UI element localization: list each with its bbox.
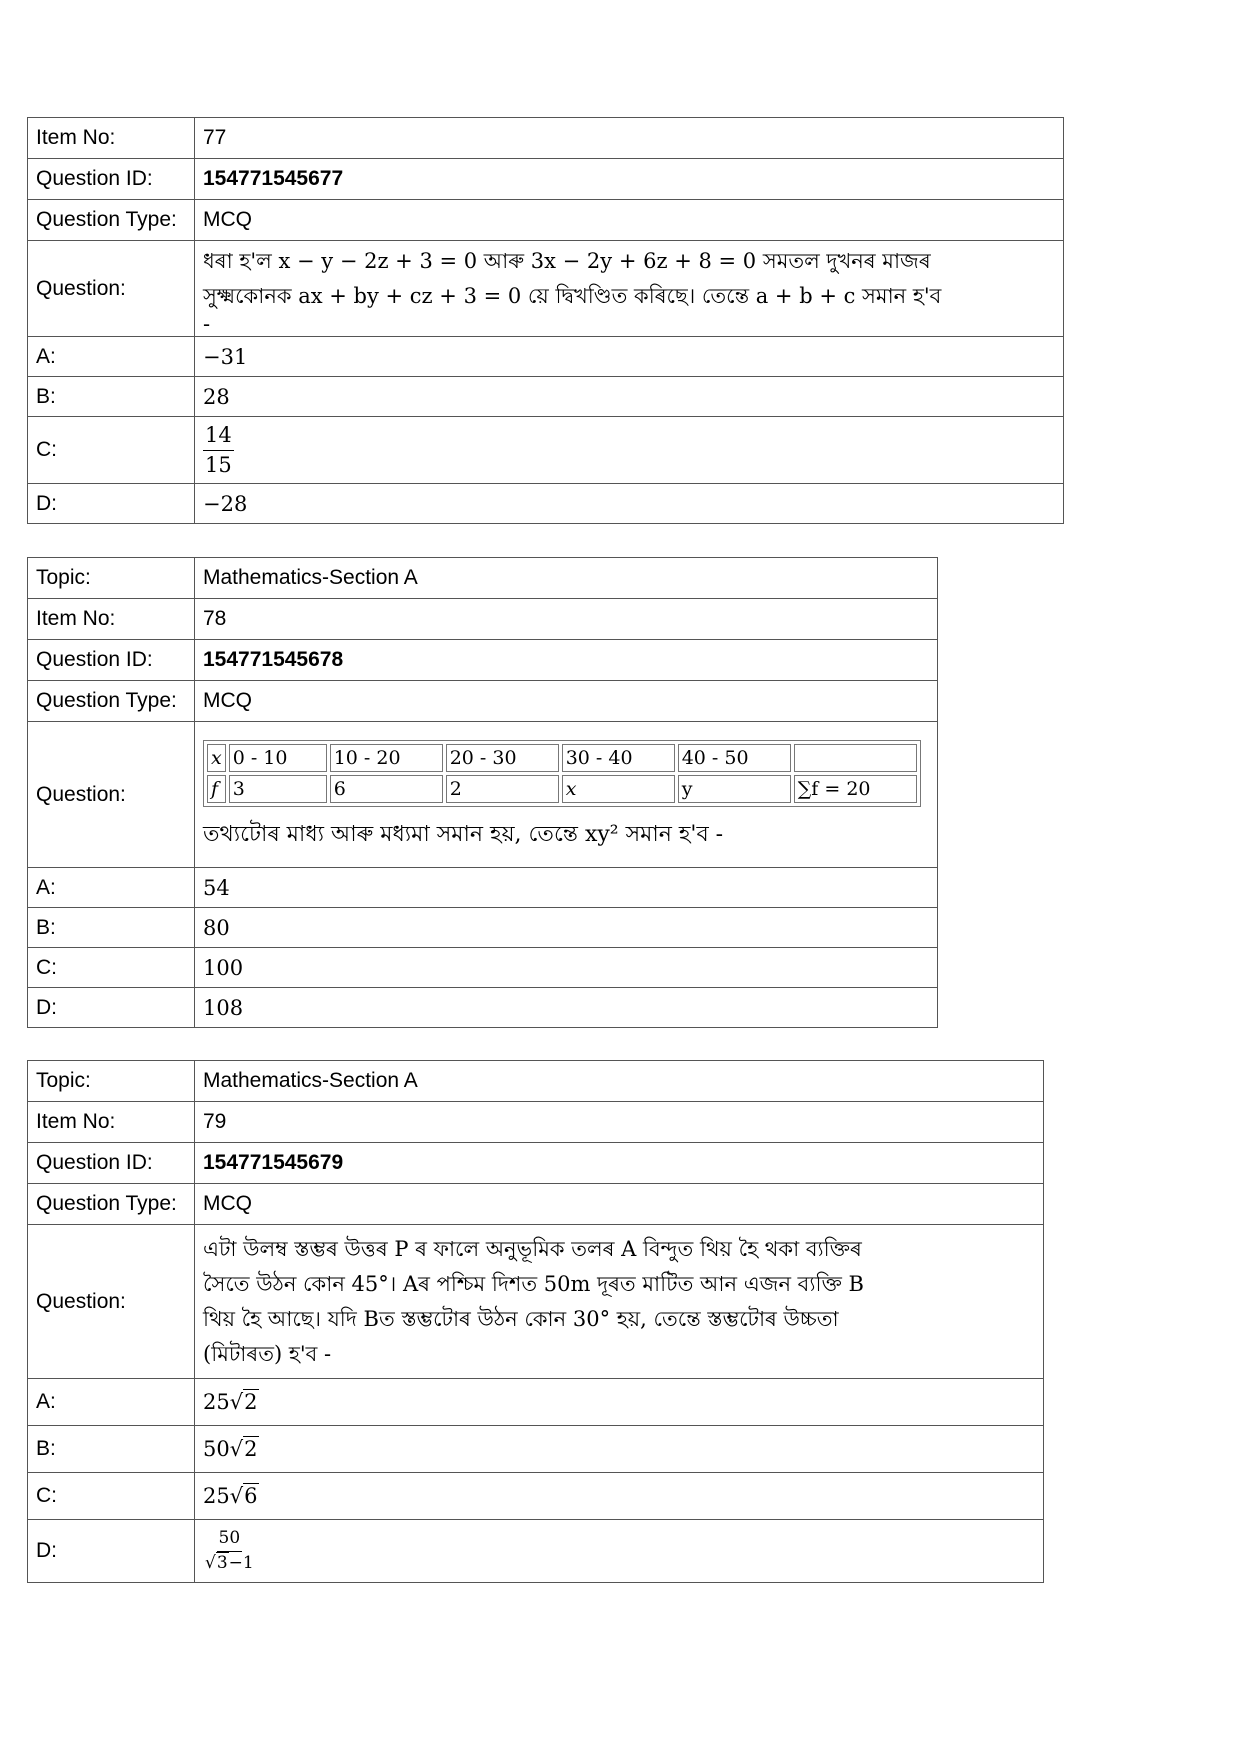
fraction [203,424,234,475]
freq-row-label: f [207,775,226,803]
option-b-value: 28 [195,377,1064,417]
option-b-label: B: [28,908,195,948]
question-line: - [203,311,211,336]
question-id-label: Question ID: [28,1143,195,1184]
option-d-value [195,1520,1044,1583]
question-id-value: 154771545679 [195,1143,1044,1184]
option-a-label: A: [28,1379,195,1426]
frequency-table [203,740,921,807]
question-line: সৈতে উঠন কোন 45°। Aৰ পশ্চিম দিশত 50m দূৰত মাটিত আন এজন ব্যক্তি B [203,1271,864,1296]
topic-value: Mathematics-Section A [195,1061,1044,1102]
item-no-value: 79 [195,1102,1044,1143]
option-a-label: A: [28,868,195,908]
sqrt-symbol: √6 [229,1484,258,1508]
option-a-value [195,1379,1044,1426]
question-line: (মিটাৰত) হ'ব - [203,1341,332,1366]
question-text [195,1225,1044,1379]
option-d-label: D: [28,1520,195,1583]
fraction-numerator: 14 [203,424,234,450]
freq-cell: 2 [446,775,559,803]
radicand: 2 [244,1437,258,1461]
question-text [195,241,1064,337]
question-type-value: MCQ [195,200,1064,241]
radicand: 6 [244,1484,258,1508]
option-a-label: A: [28,337,195,377]
option-a-value: 54 [195,868,938,908]
radicand: 2 [244,1390,258,1414]
question-line: থিয় হৈ আছে। যদি Bত স্তম্ভটোৰ উঠন কোন 30° হয়, তেন্তে স্তম্ভটোৰ উচ্চতা [203,1306,839,1331]
question-id-value: 154771545678 [195,640,938,681]
freq-cell [794,744,917,772]
question-label: Question: [28,1225,195,1379]
option-b-value [195,1426,1044,1473]
coefficient: 25 [203,1390,230,1414]
option-b-value: 80 [195,908,938,948]
question-line: এটা উলম্ব স্তম্ভৰ উত্তৰ P ৰ ফালে অনুভূমিক তলৰ A বিন্দুত থিয় হৈ থকা ব্যক্তিৰ [203,1236,862,1261]
sqrt-symbol: √2 [229,1390,258,1414]
question-table-79 [27,1060,1044,1583]
coefficient: 25 [203,1484,230,1508]
question-line: সুক্ষ্মকোনক ax + by + cz + 3 = 0 য়ে দ্বিখণ্ডিত কৰিছে। তেন্তে a + b + c সমান হ'ব [203,283,942,308]
freq-cell: 30 - 40 [562,744,675,772]
fraction-denominator [203,1552,256,1573]
fraction-denominator: 15 [205,452,232,477]
item-no-label: Item No: [28,118,195,159]
freq-cell: y [678,775,791,803]
denominator-rest: −1 [228,1552,254,1573]
option-c-value [195,417,1064,484]
topic-value: Mathematics-Section A [195,558,938,599]
question-type-value: MCQ [195,1184,1044,1225]
fraction-numerator: 50 [217,1530,243,1552]
freq-cell: ∑f = 20 [794,775,917,803]
freq-cell: 6 [330,775,443,803]
question-line: তথ্যটোৰ মাধ্য আৰু মধ্যমা সমান হয়, তেন্তে xy² সমান হ'ব - [203,821,724,847]
freq-cell: x [562,775,675,803]
option-c-label: C: [28,417,195,484]
sqrt-symbol: √3 [205,1552,228,1573]
question-id-label: Question ID: [28,640,195,681]
freq-cell: 0 - 10 [229,744,327,772]
question-label: Question: [28,241,195,337]
question-type-label: Question Type: [28,681,195,722]
sqrt-symbol: √2 [229,1437,258,1461]
radicand: 3 [216,1552,228,1573]
option-d-value: −28 [195,484,1064,524]
topic-label: Topic: [28,558,195,599]
option-c-value: 100 [195,948,938,988]
question-id-value: 154771545677 [195,159,1064,200]
question-text [195,722,938,868]
option-d-value: 108 [195,988,938,1028]
freq-row-label: x [207,744,226,772]
freq-cell: 3 [229,775,327,803]
option-c-value [195,1473,1044,1520]
freq-cell: 40 - 50 [678,744,791,772]
question-type-label: Question Type: [28,200,195,241]
item-no-value: 77 [195,118,1064,159]
item-no-value: 78 [195,599,938,640]
option-b-label: B: [28,377,195,417]
option-c-label: C: [28,1473,195,1520]
option-d-label: D: [28,988,195,1028]
freq-cell: 20 - 30 [446,744,559,772]
option-c-label: C: [28,948,195,988]
option-a-value: −31 [195,337,1064,377]
option-b-label: B: [28,1426,195,1473]
fraction [203,1527,256,1573]
question-table-78 [27,557,938,1028]
coefficient: 50 [203,1437,230,1461]
question-table-77 [27,117,1064,524]
item-no-label: Item No: [28,599,195,640]
item-no-label: Item No: [28,1102,195,1143]
option-d-label: D: [28,484,195,524]
question-type-label: Question Type: [28,1184,195,1225]
question-id-label: Question ID: [28,159,195,200]
topic-label: Topic: [28,1061,195,1102]
question-line: ধৰা হ'ল x − y − 2z + 3 = 0 আৰু 3x − 2y + 6z + 8 = 0 সমতল দুখনৰ মাজৰ [203,248,931,273]
question-type-value: MCQ [195,681,938,722]
question-label: Question: [28,722,195,868]
freq-cell: 10 - 20 [330,744,443,772]
